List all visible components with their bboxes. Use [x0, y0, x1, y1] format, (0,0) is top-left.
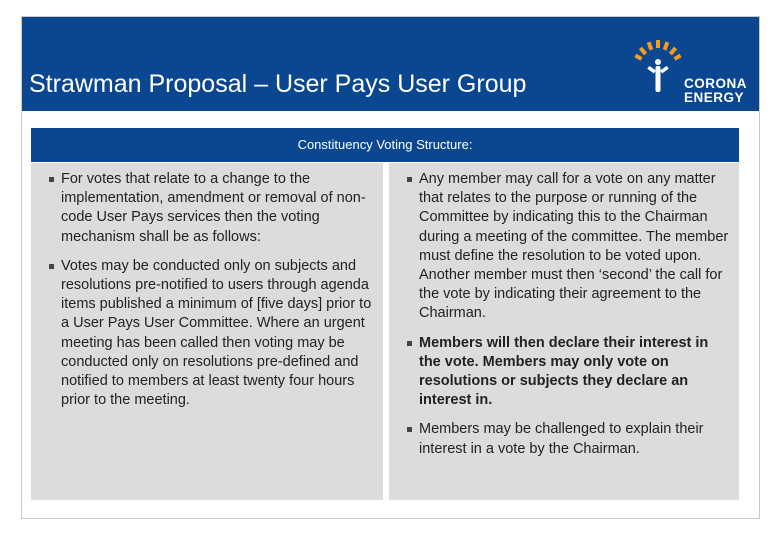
section-heading-bar: [31, 128, 739, 162]
bullet-square-icon: [407, 341, 412, 346]
bullet-item: [49, 257, 373, 411]
bullet-square-icon: [407, 177, 412, 182]
bullet-square-icon: [49, 177, 54, 182]
company-logo: [633, 27, 753, 105]
sunburst-figure-icon: [633, 39, 683, 101]
bullet-text: Votes may be conducted only on subjects and resolutions pre-notified to users through agenda items published a minimum of [five days] prior to a User Pays User Committee. Where an urgent meeting has been called then voting may be conducted only on resolutions pre-defined and notified to members at least twenty four hours prior to the meeting.: [61, 257, 372, 409]
bullet-item: [407, 420, 733, 458]
bullet-text: Any member may call for a vote on any matter that relates to the purpose or running of the Committee by indicating this to the Chairman during a meeting of the committee. The member must define the resolution to be voted upon. Another member must then ‘second’ the call for the vote by indicating their agreement to the Chairman.: [419, 171, 729, 322]
bullet-item: [407, 170, 733, 324]
bullet-text: Members will then declare their interest in the vote. Members may only vote on resolutions or subjects they declare an interest in.: [419, 334, 709, 409]
bullet-item-emphasis: [407, 334, 733, 411]
section-heading: Constituency Voting Structure:: [297, 137, 473, 152]
bullet-square-icon: [49, 264, 54, 269]
bullet-text: For votes that relate to a change to the implementation, amendment or removal of non-code User Pays services then the voting mechanism shall be as follows:: [61, 171, 366, 245]
left-content-panel: [31, 163, 383, 500]
bullet-square-icon: [407, 427, 412, 432]
logo-text-line2: ENERGY: [684, 90, 745, 105]
header-banner: [22, 17, 759, 111]
bullet-item: [49, 170, 373, 247]
page-title: Strawman Proposal – User Pays User Group: [29, 70, 527, 98]
right-content-panel: [389, 163, 739, 500]
logo-text-line1: CORONA: [684, 76, 747, 91]
bullet-text: Members may be challenged to explain their interest in a vote by the Chairman.: [419, 421, 704, 457]
